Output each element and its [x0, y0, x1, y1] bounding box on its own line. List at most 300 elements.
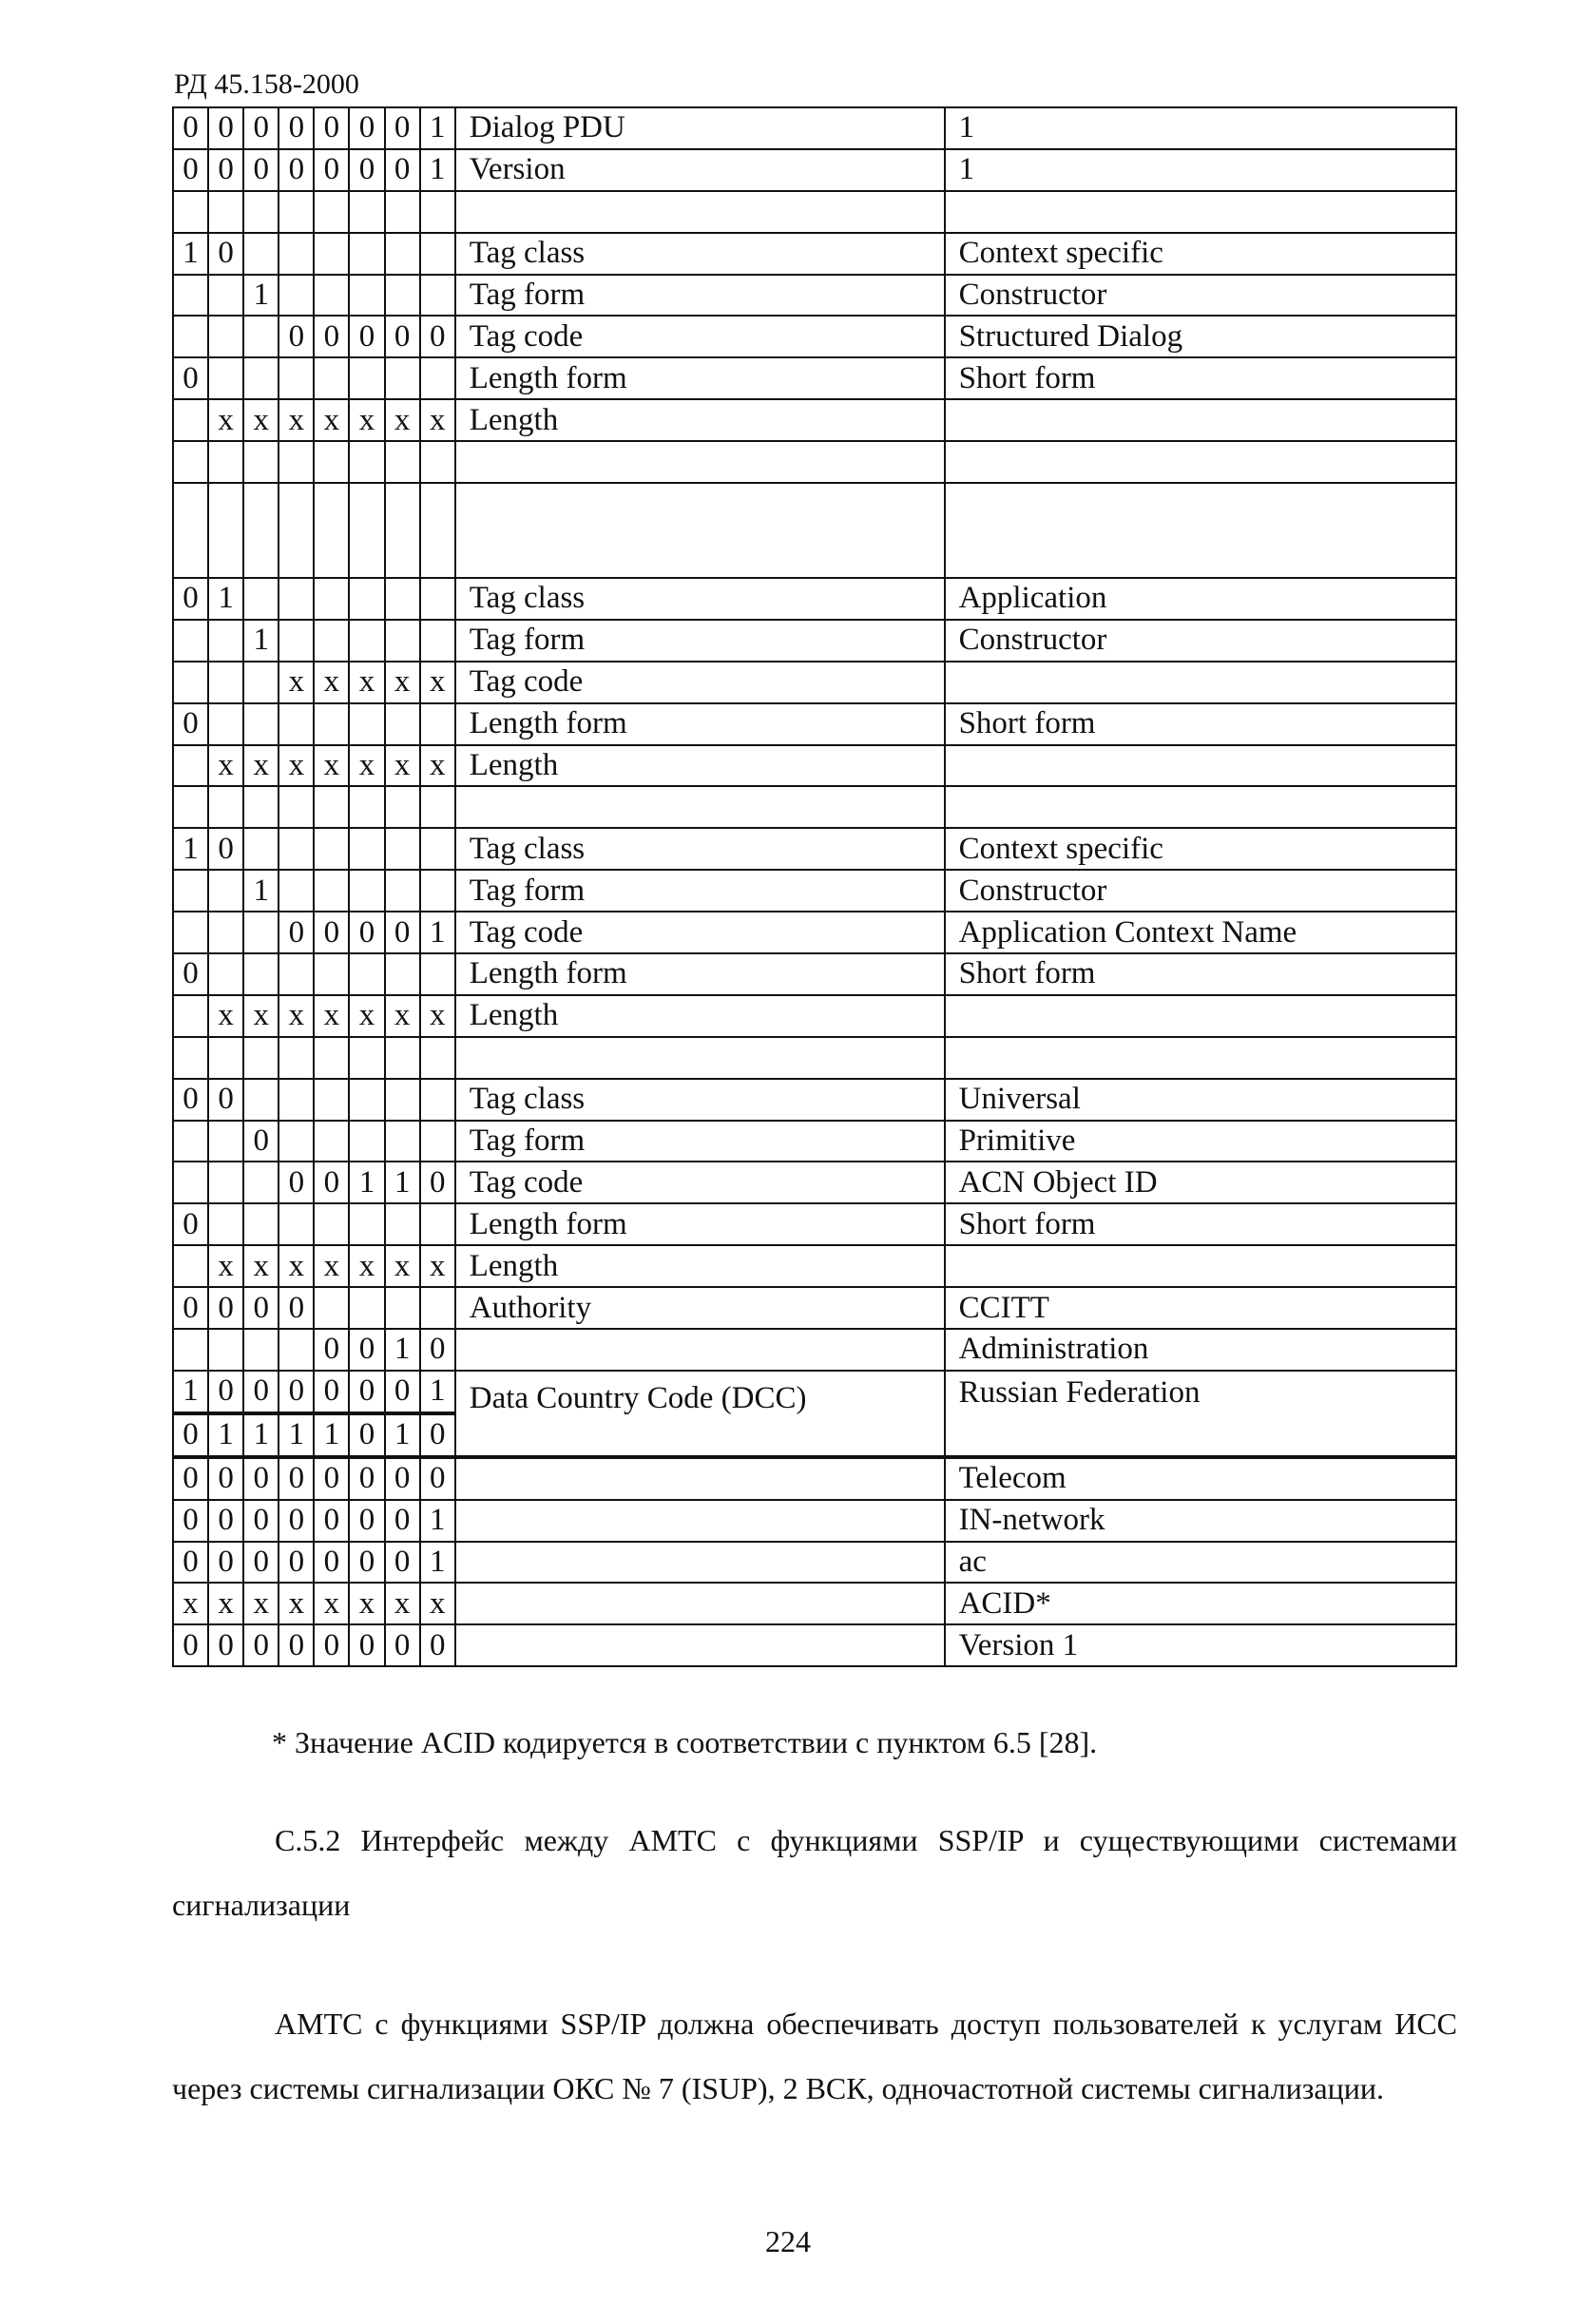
bit-cell: 0	[349, 316, 384, 357]
bit-cell	[243, 786, 279, 828]
bit-cell	[314, 953, 349, 995]
bit-cell: 1	[420, 1371, 455, 1413]
bit-cell: x	[173, 1583, 208, 1624]
table-row	[173, 1583, 1456, 1624]
bit-cell: x	[208, 399, 243, 441]
bit-cell: x	[385, 662, 420, 703]
bit-cell	[314, 1121, 349, 1162]
bit-cell	[279, 828, 314, 870]
bit-cell: x	[314, 1583, 349, 1624]
bit-cell: 0	[208, 1542, 243, 1584]
meaning-cell	[945, 191, 1456, 233]
bit-cell	[173, 1121, 208, 1162]
bit-cell: x	[314, 662, 349, 703]
bit-cell	[208, 703, 243, 745]
bit-cell	[314, 703, 349, 745]
table-row	[173, 703, 1456, 745]
bit-cell: 0	[243, 1624, 279, 1666]
table-row	[173, 995, 1456, 1037]
bit-cell	[385, 1203, 420, 1245]
bit-cell: 0	[208, 1500, 243, 1542]
bit-cell	[279, 1329, 314, 1371]
bit-cell: 0	[173, 1542, 208, 1584]
table-row	[173, 1457, 1456, 1500]
field-name-cell: Tag class	[455, 578, 945, 620]
bit-cell: 0	[279, 1542, 314, 1584]
bit-cell	[279, 1037, 314, 1079]
bit-cell: 0	[314, 1329, 349, 1371]
bit-cell: 0	[349, 1371, 384, 1413]
bit-cell	[243, 912, 279, 953]
field-name-cell	[455, 483, 945, 578]
bit-cell	[420, 357, 455, 399]
bit-cell	[349, 1121, 384, 1162]
bit-cell: 0	[314, 149, 349, 191]
meaning-cell	[945, 483, 1456, 578]
meaning-cell	[945, 1037, 1456, 1079]
bit-cell: 0	[420, 1162, 455, 1203]
bit-cell	[208, 483, 243, 578]
table-row	[173, 191, 1456, 233]
bit-cell: 1	[385, 1162, 420, 1203]
table-row	[173, 357, 1456, 399]
bit-cell: 0	[349, 1542, 384, 1584]
bit-cell: 0	[243, 1500, 279, 1542]
bit-cell	[314, 1287, 349, 1329]
field-name-cell: Version	[455, 149, 945, 191]
table-row	[173, 1245, 1456, 1287]
meaning-cell: Constructor	[945, 620, 1456, 662]
bit-cell: 0	[173, 1287, 208, 1329]
bit-cell	[173, 745, 208, 787]
field-name-cell: Tag class	[455, 828, 945, 870]
bit-cell	[243, 1203, 279, 1245]
bit-cell	[208, 191, 243, 233]
bit-cell	[279, 953, 314, 995]
meaning-cell: IN-network	[945, 1500, 1456, 1542]
bit-cell: 0	[314, 107, 349, 149]
bit-cell: 0	[279, 1371, 314, 1413]
bit-cell	[385, 441, 420, 483]
table-row	[173, 275, 1456, 317]
bit-cell: 0	[243, 1457, 279, 1500]
table-row	[173, 441, 1456, 483]
bit-cell	[314, 483, 349, 578]
bit-cell: x	[420, 399, 455, 441]
meaning-cell: Structured Dialog	[945, 316, 1456, 357]
meaning-cell: Russian Federation	[945, 1371, 1456, 1457]
bit-cell: 1	[173, 828, 208, 870]
field-name-cell: Tag class	[455, 233, 945, 275]
meaning-cell: Version 1	[945, 1624, 1456, 1666]
bit-cell: 0	[385, 149, 420, 191]
bit-cell: x	[385, 1583, 420, 1624]
bit-cell: 0	[279, 1162, 314, 1203]
bit-cell	[208, 662, 243, 703]
bit-cell	[349, 828, 384, 870]
bit-cell	[243, 1162, 279, 1203]
bit-cell: x	[420, 662, 455, 703]
bit-cell: x	[314, 745, 349, 787]
bit-cell: x	[420, 1583, 455, 1624]
field-name-cell	[455, 1457, 945, 1500]
bit-cell	[243, 191, 279, 233]
bit-cell: 1	[173, 233, 208, 275]
bit-cell	[420, 483, 455, 578]
bit-cell	[385, 233, 420, 275]
body-paragraph: АМТС с функциями SSP/IP должна обеспечивать доступ пользователей к услугам ИСС через системы сигнализации ОКС № 7 (ISUP), 2 ВСК, одночастотной системы сигнализации.	[172, 2007, 1457, 2105]
bit-cell	[420, 1079, 455, 1121]
bit-cell: 0	[208, 828, 243, 870]
bit-cell: 0	[314, 1457, 349, 1500]
bit-cell	[420, 233, 455, 275]
bit-cell: 0	[279, 1457, 314, 1500]
bit-cell: 1	[243, 870, 279, 912]
bit-cell: x	[208, 1245, 243, 1287]
bit-cell: 1	[420, 1542, 455, 1584]
bit-cell: 0	[279, 912, 314, 953]
bit-cell	[385, 620, 420, 662]
bit-cell	[314, 1037, 349, 1079]
bit-cell	[385, 275, 420, 317]
bit-cell: x	[420, 995, 455, 1037]
document-code: РД 45.158-2000	[174, 68, 359, 100]
bit-cell	[243, 441, 279, 483]
bit-cell: 0	[243, 1121, 279, 1162]
meaning-cell	[945, 399, 1456, 441]
field-name-cell	[455, 786, 945, 828]
field-name-cell: Length form	[455, 703, 945, 745]
bit-cell	[314, 357, 349, 399]
bit-cell: x	[314, 399, 349, 441]
bit-cell	[279, 870, 314, 912]
bit-cell: x	[243, 1245, 279, 1287]
bit-cell: 0	[173, 1500, 208, 1542]
bit-cell	[420, 275, 455, 317]
field-name-cell	[455, 1500, 945, 1542]
meaning-cell: 1	[945, 149, 1456, 191]
meaning-cell	[945, 441, 1456, 483]
field-name-cell	[455, 1542, 945, 1584]
bit-cell	[243, 828, 279, 870]
bit-cell: 0	[420, 1624, 455, 1666]
bit-cell: 0	[279, 1287, 314, 1329]
table-row	[173, 107, 1456, 149]
bit-cell: 1	[420, 912, 455, 953]
field-name-cell	[455, 441, 945, 483]
bit-cell	[385, 483, 420, 578]
bit-cell	[208, 357, 243, 399]
bit-cell	[208, 786, 243, 828]
meaning-cell: Primitive	[945, 1121, 1456, 1162]
table-row	[173, 870, 1456, 912]
bit-cell: 0	[208, 1624, 243, 1666]
bit-cell: 0	[314, 1624, 349, 1666]
field-name-cell	[455, 191, 945, 233]
table-row	[173, 1079, 1456, 1121]
bit-cell	[349, 233, 384, 275]
field-name-cell: Length form	[455, 1203, 945, 1245]
bit-cell: 1	[243, 1413, 279, 1457]
meaning-cell	[945, 786, 1456, 828]
bit-cell: 0	[208, 1371, 243, 1413]
bit-cell	[279, 275, 314, 317]
field-name-cell: Tag form	[455, 620, 945, 662]
bit-cell: x	[349, 399, 384, 441]
bit-cell: 1	[243, 620, 279, 662]
field-name-cell	[455, 1037, 945, 1079]
bit-cell: 0	[208, 107, 243, 149]
bit-cell: 0	[314, 912, 349, 953]
bit-cell: 1	[243, 275, 279, 317]
bit-cell: 0	[349, 912, 384, 953]
bit-cell: 0	[279, 107, 314, 149]
bit-cell: 0	[208, 149, 243, 191]
bit-cell: 0	[208, 1287, 243, 1329]
bit-cell: 0	[279, 1500, 314, 1542]
field-name-cell: Tag code	[455, 912, 945, 953]
meaning-cell: ACN Object ID	[945, 1162, 1456, 1203]
bit-cell	[243, 1037, 279, 1079]
bit-cell: 0	[349, 1329, 384, 1371]
bit-cell: x	[385, 995, 420, 1037]
table-row	[173, 953, 1456, 995]
meaning-cell: Short form	[945, 953, 1456, 995]
bit-cell	[314, 233, 349, 275]
bit-cell	[208, 441, 243, 483]
bit-cell	[208, 316, 243, 357]
bit-cell: 1	[208, 1413, 243, 1457]
bit-cell	[385, 870, 420, 912]
bit-cell	[173, 191, 208, 233]
bit-cell	[385, 953, 420, 995]
meaning-cell: Application	[945, 578, 1456, 620]
meaning-cell	[945, 662, 1456, 703]
bit-cell	[243, 357, 279, 399]
bit-cell	[173, 620, 208, 662]
bit-cell	[349, 1203, 384, 1245]
bit-cell	[349, 1287, 384, 1329]
field-name-cell: Tag form	[455, 870, 945, 912]
field-name-cell: Tag code	[455, 1162, 945, 1203]
field-name-cell: Length	[455, 995, 945, 1037]
bit-cell	[349, 1037, 384, 1079]
table-row	[173, 1162, 1456, 1203]
table-row	[173, 149, 1456, 191]
bit-cell	[420, 1203, 455, 1245]
bit-cell: 0	[349, 107, 384, 149]
bit-cell: 0	[173, 107, 208, 149]
bit-cell	[314, 275, 349, 317]
bit-cell: 0	[385, 316, 420, 357]
bit-cell	[173, 870, 208, 912]
bit-cell	[349, 620, 384, 662]
bit-cell	[243, 953, 279, 995]
bit-cell	[208, 1203, 243, 1245]
bit-cell: x	[279, 1583, 314, 1624]
meaning-cell: Context specific	[945, 233, 1456, 275]
bit-cell	[173, 483, 208, 578]
table-row	[173, 828, 1456, 870]
meaning-cell: Application Context Name	[945, 912, 1456, 953]
bit-cell: x	[243, 1583, 279, 1624]
bit-cell: 0	[173, 1203, 208, 1245]
bit-cell: 1	[385, 1329, 420, 1371]
bit-cell: 0	[349, 1457, 384, 1500]
table-row	[173, 1624, 1456, 1666]
bit-cell	[349, 275, 384, 317]
table-row	[173, 1500, 1456, 1542]
bit-cell	[314, 870, 349, 912]
meaning-cell: Short form	[945, 1203, 1456, 1245]
bit-cell	[420, 703, 455, 745]
bit-cell: 0	[420, 1457, 455, 1500]
encoding-table	[172, 106, 1457, 1667]
bit-cell	[349, 870, 384, 912]
bit-cell	[279, 620, 314, 662]
bit-cell: 0	[173, 703, 208, 745]
bit-cell: 0	[314, 1162, 349, 1203]
bit-cell: 0	[385, 912, 420, 953]
bit-cell	[208, 1162, 243, 1203]
bit-cell	[173, 1245, 208, 1287]
bit-cell	[420, 786, 455, 828]
bit-cell	[385, 357, 420, 399]
table-row	[173, 912, 1456, 953]
bit-cell	[420, 620, 455, 662]
bit-cell	[420, 870, 455, 912]
bit-cell	[385, 191, 420, 233]
bit-cell	[279, 1121, 314, 1162]
table-row	[173, 620, 1456, 662]
field-name-cell: Authority	[455, 1287, 945, 1329]
encoding-table-body	[173, 107, 1456, 1666]
bit-cell: x	[349, 745, 384, 787]
bit-cell: 0	[385, 1542, 420, 1584]
field-name-cell: Tag form	[455, 1121, 945, 1162]
bit-cell: x	[349, 662, 384, 703]
bit-cell	[279, 191, 314, 233]
bit-cell	[173, 441, 208, 483]
bit-cell: x	[385, 1245, 420, 1287]
bit-cell: 0	[173, 1457, 208, 1500]
bit-cell	[314, 828, 349, 870]
bit-cell: 0	[385, 1371, 420, 1413]
table-row	[173, 1542, 1456, 1584]
bit-cell	[279, 483, 314, 578]
meaning-cell: ACID*	[945, 1583, 1456, 1624]
bit-cell	[314, 1203, 349, 1245]
field-name-cell: Tag form	[455, 275, 945, 317]
bit-cell: x	[314, 1245, 349, 1287]
bit-cell	[314, 441, 349, 483]
bit-cell: 0	[385, 107, 420, 149]
bit-cell: 0	[243, 1287, 279, 1329]
table-row	[173, 399, 1456, 441]
bit-cell: 1	[173, 1371, 208, 1413]
bit-cell: x	[279, 662, 314, 703]
bit-cell: x	[279, 1245, 314, 1287]
bit-cell	[173, 275, 208, 317]
table-row	[173, 1203, 1456, 1245]
bit-cell	[420, 578, 455, 620]
bit-cell	[173, 1037, 208, 1079]
bit-cell	[314, 786, 349, 828]
bit-cell: 0	[420, 1413, 455, 1457]
bit-cell	[420, 441, 455, 483]
bit-cell: 0	[349, 1500, 384, 1542]
bit-cell: 0	[385, 1457, 420, 1500]
field-name-cell: Length	[455, 745, 945, 787]
bit-cell	[173, 1162, 208, 1203]
table-row	[173, 786, 1456, 828]
bit-cell	[420, 191, 455, 233]
bit-cell	[314, 1079, 349, 1121]
bit-cell	[420, 1037, 455, 1079]
meaning-cell: Administration	[945, 1329, 1456, 1371]
bit-cell	[349, 1079, 384, 1121]
bit-cell	[385, 703, 420, 745]
bit-cell	[208, 1121, 243, 1162]
bit-cell: 1	[314, 1413, 349, 1457]
bit-cell	[314, 578, 349, 620]
bit-cell: 1	[208, 578, 243, 620]
bit-cell: x	[420, 745, 455, 787]
bit-cell	[279, 1079, 314, 1121]
bit-cell: 0	[420, 316, 455, 357]
table-row	[173, 745, 1456, 787]
bit-cell: x	[208, 745, 243, 787]
bit-cell: 0	[173, 1624, 208, 1666]
table-row	[173, 316, 1456, 357]
bit-cell: x	[243, 995, 279, 1037]
meaning-cell	[945, 745, 1456, 787]
bit-cell: x	[279, 995, 314, 1037]
bit-cell	[420, 828, 455, 870]
bit-cell: 1	[420, 149, 455, 191]
field-name-cell: Length form	[455, 357, 945, 399]
bit-cell	[385, 1121, 420, 1162]
bit-cell	[420, 1287, 455, 1329]
bit-cell	[208, 1329, 243, 1371]
bit-cell: x	[349, 1583, 384, 1624]
bit-cell: 0	[279, 1624, 314, 1666]
table-row	[173, 1037, 1456, 1079]
table-row	[173, 1287, 1456, 1329]
bit-cell: 0	[243, 107, 279, 149]
bit-cell: 0	[173, 357, 208, 399]
field-name-cell: Dialog PDU	[455, 107, 945, 149]
bit-cell	[349, 786, 384, 828]
meaning-cell: Short form	[945, 703, 1456, 745]
bit-cell	[173, 786, 208, 828]
bit-cell: 0	[208, 233, 243, 275]
bit-cell	[349, 703, 384, 745]
bit-cell	[385, 1079, 420, 1121]
table-row	[173, 1329, 1456, 1371]
bit-cell: 0	[420, 1329, 455, 1371]
bit-cell: 0	[349, 1413, 384, 1457]
bit-cell: x	[349, 1245, 384, 1287]
bit-cell: 0	[279, 316, 314, 357]
bit-cell	[243, 316, 279, 357]
bit-cell: 1	[385, 1413, 420, 1457]
bit-cell: 0	[314, 316, 349, 357]
field-name-cell: Length	[455, 1245, 945, 1287]
table-row	[173, 1121, 1456, 1162]
meaning-cell: Constructor	[945, 870, 1456, 912]
bit-cell	[173, 1329, 208, 1371]
